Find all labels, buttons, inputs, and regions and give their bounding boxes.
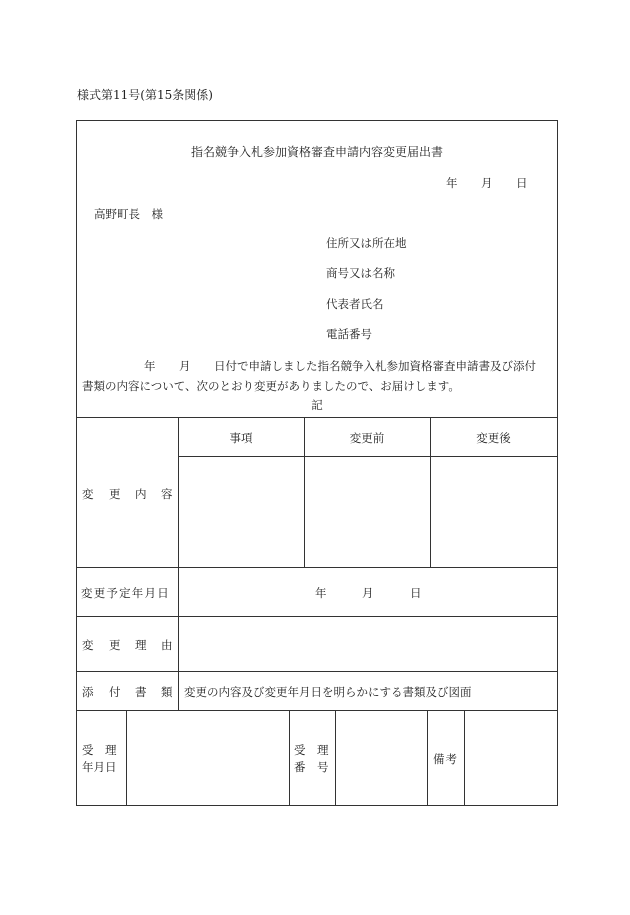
planned-year: 年 bbox=[315, 586, 327, 600]
document-title: 指名競争入札参加資格審査申請内容変更届出書 bbox=[190, 145, 443, 159]
date-month: 月 bbox=[481, 176, 493, 190]
field-trade-name: 商号又は名称 bbox=[326, 266, 395, 280]
planned-date-label: 変更予定年月日 bbox=[81, 586, 170, 600]
field-representative: 代表者氏名 bbox=[326, 297, 384, 311]
attachments-value: 変更の内容及び変更年月日を明らかにする書類及び図面 bbox=[184, 685, 472, 699]
receipt-number-label-1: 受 理 bbox=[294, 743, 329, 757]
addressee: 高野町長 様 bbox=[94, 207, 163, 221]
receipt-date-label-2: 年月日 bbox=[82, 760, 117, 774]
ki-label: 記 bbox=[311, 398, 323, 412]
body-year: 年 bbox=[144, 359, 156, 373]
form-number: 様式第11号(第15条関係) bbox=[77, 88, 213, 102]
date-day: 日 bbox=[516, 176, 528, 190]
remarks-label: 備考 bbox=[433, 752, 458, 766]
planned-month: 月 bbox=[362, 586, 374, 600]
date-year: 年 bbox=[446, 176, 458, 190]
body-line1: 日付で申請しました指名競争入札参加資格審査申請書及び添付 bbox=[214, 359, 536, 373]
receipt-number-label-2: 番 号 bbox=[294, 760, 329, 774]
body-month: 月 bbox=[179, 359, 191, 373]
planned-day: 日 bbox=[410, 586, 422, 600]
body-line2: 書類の内容について、次のとおり変更がありましたので、お届けします。 bbox=[82, 379, 460, 393]
field-address: 住所又は所在地 bbox=[326, 236, 407, 250]
receipt-date-label-1: 受 理 bbox=[82, 743, 117, 757]
field-phone: 電話番号 bbox=[326, 327, 372, 341]
column-header-item: 事項 bbox=[229, 431, 253, 445]
column-header-before: 変更前 bbox=[349, 431, 385, 445]
column-header-after: 変更後 bbox=[476, 431, 511, 445]
